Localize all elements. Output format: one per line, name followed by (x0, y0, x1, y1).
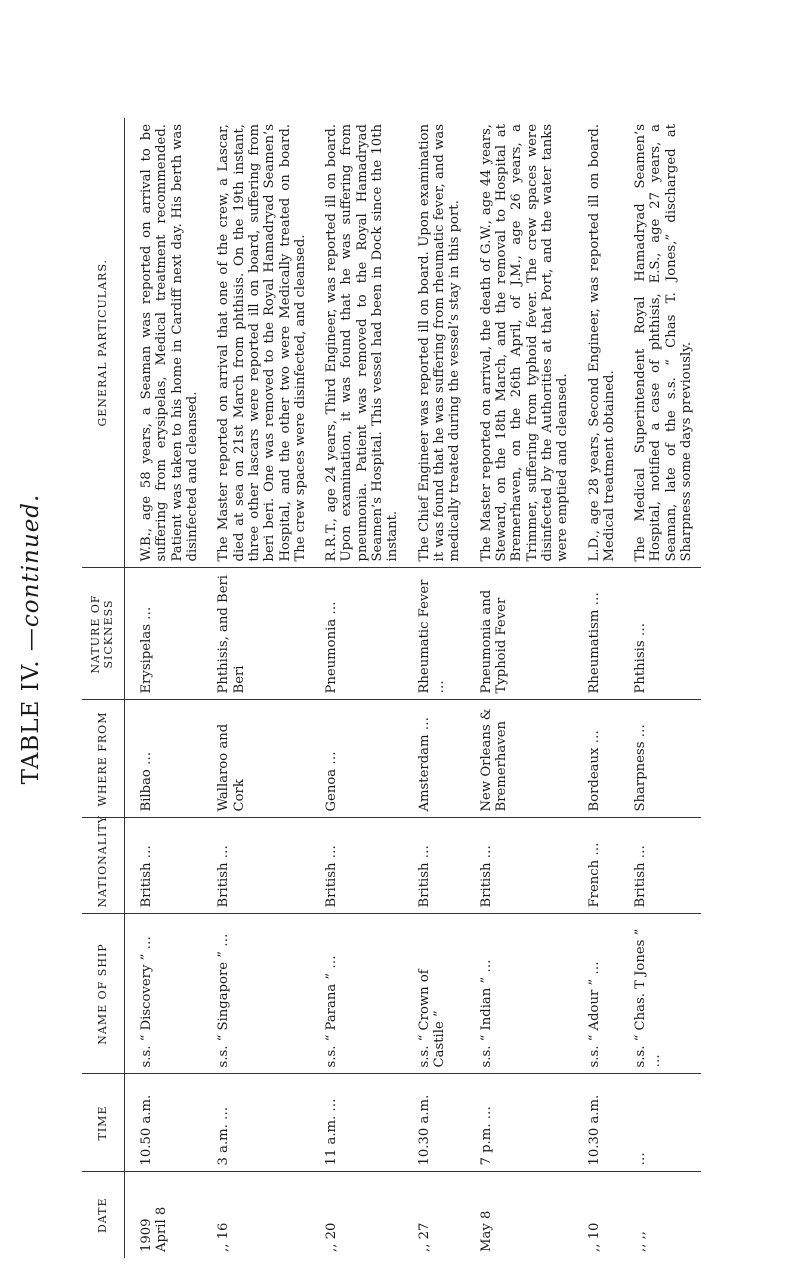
particulars-cell: R.R.T., age 24 years, Third Engineer, was reported ill on board. Upon examination, it was found that he was suffering from pneumonia. Patient was removed to the Royal Hamadryad Seamen’s Hospital. This vessel had been in Dock since the 10th instant. (315, 118, 408, 568)
particulars-cell: L.D., age 28 years, Second Engineer, was reported ill on board. Medical treatment obtained. (578, 118, 625, 568)
where-from-cell: Amsterdam … (408, 700, 470, 818)
sickness-cell: Rheumatic Fever … (408, 568, 470, 700)
ship-cell: s.s. “ Discovery ” … (125, 914, 208, 1074)
sickness-cell: Pneumonia and Typhoid Fever (470, 568, 578, 700)
particulars-cell: W.B., age 58 years, a Seaman was reported on arrival to be suffering from erysipelas, Medical treatment recommended. Patient was taken to his home in Cardiff next day. His berth was disinfected and cleansed. (125, 118, 208, 568)
table-row (624, 118, 701, 1258)
date-value: April 8 (154, 1206, 170, 1252)
sickness-cell: Rheumatism … (578, 568, 625, 700)
table-row (315, 118, 408, 1258)
date-cell: ,, 20 (324, 1222, 340, 1252)
where-from-cell: New Orleans & Bremerhaven (470, 700, 578, 818)
date-cell (125, 1172, 208, 1258)
time-cell: 11 a.m. … (315, 1074, 408, 1172)
date-cell: ,, 16 (216, 1222, 232, 1252)
sickness-cell: Phthisis, and Beri Beri (207, 568, 315, 700)
table-row (470, 118, 578, 1258)
particulars-cell: The Master reported on arrival, the death of G.W., age 44 years, Steward, on the 18th March, and the removal to Hospital at Bremerhaven, on the 26th April, of J.M., age 26 years, a Trimmer, suffering from typhoid fever. The crew spaces were disinfected by the Authorities at that Port, and the water tanks were emptied and cleansed. (470, 118, 578, 568)
table-row (578, 118, 625, 1258)
sickness-cell: Phthisis … (624, 568, 701, 700)
header-date: DATE (82, 1172, 125, 1258)
time-cell: … (624, 1074, 701, 1172)
particulars-cell: The Master reported on arrival that one of the crew, a Lascar, died at sea on 21st March from phthisis. On the 19th instant, three other lascars were reported ill on board, suffering from beri beri. One was removed to the Royal Hamadryad Seamen’s Hospital, and the other two were Medically treated on board. The crew spaces were disinfected, and cleansed. (207, 118, 315, 568)
where-from-cell: Bilbao … (125, 700, 208, 818)
nationality-cell: French … (578, 818, 625, 914)
nationality-cell: British … (470, 818, 578, 914)
header-ship: NAME OF SHIP (82, 914, 125, 1074)
table-row (125, 118, 208, 1258)
time-cell: 3 a.m. … (207, 1074, 315, 1172)
table-row (207, 118, 315, 1258)
page-title (18, 0, 58, 1278)
where-from-cell: Sharpness … (624, 700, 701, 818)
ship-cell: s.s. “ Singapore ” … (207, 914, 315, 1074)
time-cell: 10.30 a.m. (408, 1074, 470, 1172)
year-label: 1909 (139, 1218, 154, 1252)
date-cell: May 8 (478, 1210, 494, 1252)
nationality-cell: British … (207, 818, 315, 914)
time-cell: 7 p.m. … (470, 1074, 578, 1172)
time-cell: 10.30 a.m. (578, 1074, 625, 1172)
nationality-cell: British … (315, 818, 408, 914)
ship-cell: s.s. “ Parana ” … (315, 914, 408, 1074)
header-time: TIME (82, 1074, 125, 1172)
header-particulars: GENERAL PARTICULARS. (82, 118, 125, 568)
ship-cell: s.s. “ Crown of Castile ” (408, 914, 470, 1074)
sickness-table (82, 118, 701, 1258)
particulars-cell: The Chief Engineer was reported ill on board. Upon examination it was found that he was suffering from rheumatic fever, and was medically treated during the vessel’s stay in this port. (408, 118, 470, 568)
header-sickness: NATURE OF SICKNESS (82, 568, 125, 700)
time-cell: 10.50 a.m. (125, 1074, 208, 1172)
header-row (82, 118, 125, 1258)
nationality-cell: British … (624, 818, 701, 914)
ship-cell: s.s. “ Indian ” … (470, 914, 578, 1074)
sickness-cell: Erysipelas … (125, 568, 208, 700)
nationality-cell: British … (408, 818, 470, 914)
date-cell: ,, 10 (586, 1222, 602, 1252)
ship-cell: s.s. “ Adour ” … (578, 914, 625, 1074)
sickness-cell: Pneumonia … (315, 568, 408, 700)
nationality-cell: British … (125, 818, 208, 914)
where-from-cell: Wallaroo and Cork (207, 700, 315, 818)
date-cell: ,, 27 (416, 1222, 432, 1252)
where-from-cell: Bordeaux … (578, 700, 625, 818)
header-where-from: WHERE FROM (82, 700, 125, 818)
table-row (408, 118, 470, 1258)
date-cell: ,, ,, (633, 1231, 649, 1252)
title-continued: —continued. (18, 493, 44, 652)
ship-cell: s.s. “ Chas. T Jones ” … (624, 914, 701, 1074)
header-nationality: NATIONALITY (82, 818, 125, 914)
where-from-cell: Genoa … (315, 700, 408, 818)
title-text: TABLE IV. (18, 659, 44, 785)
particulars-cell: The Medical Superintendent Royal Hamadryad Seamen’s Hospital, notified a case of phthisis, E.S., age 27 years, a Seaman, late of the s.s. “ Chas T. Jones,” discharged at Sharpness some days previously. (624, 118, 701, 568)
